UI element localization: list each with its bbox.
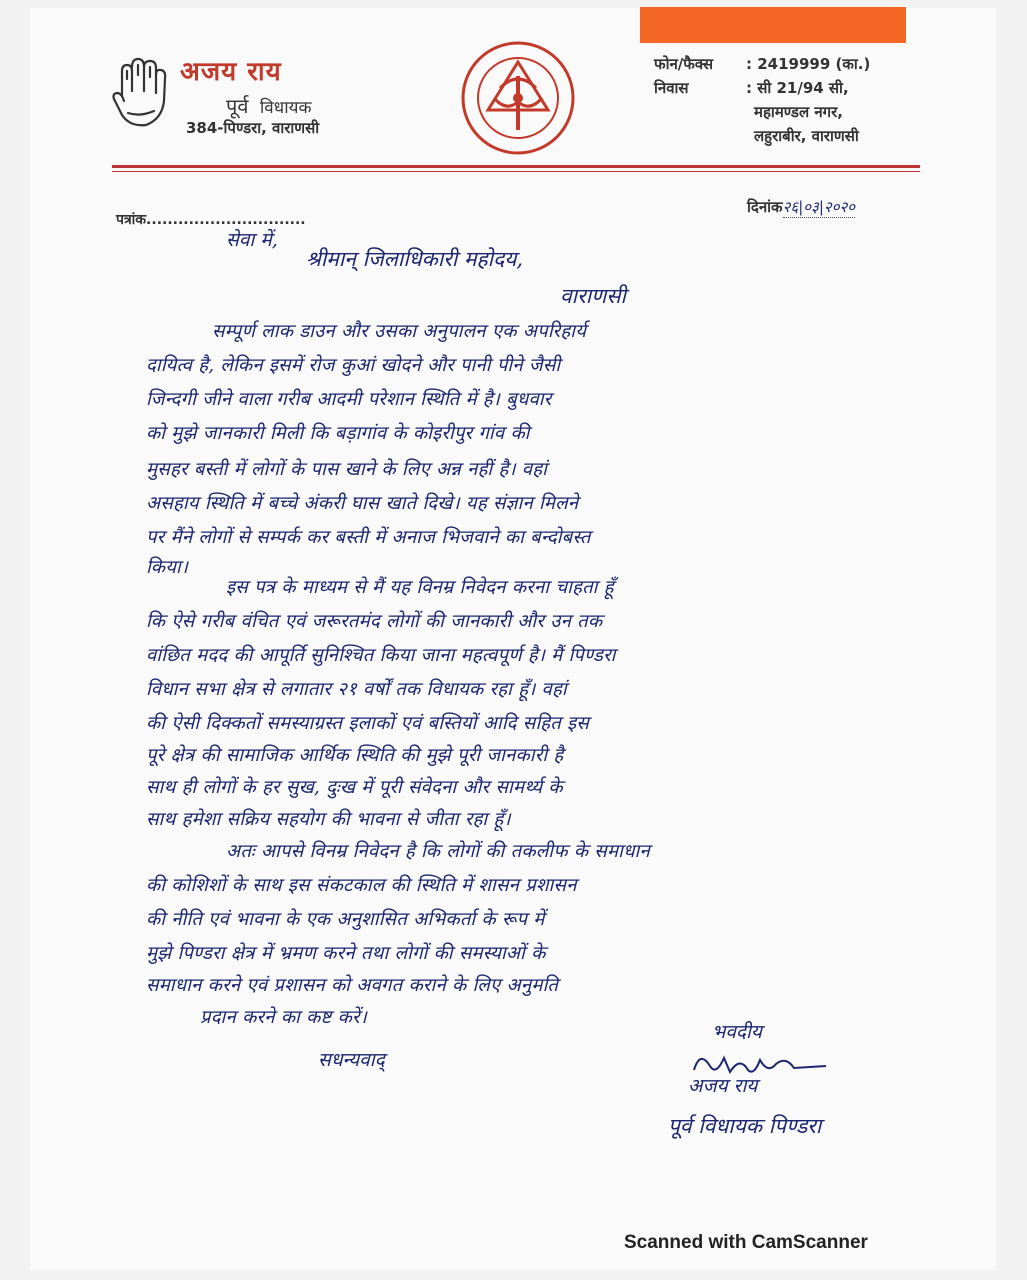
recipient-city: वाराणसी: [560, 284, 626, 308]
letter-line: सम्पूर्ण लाक डाउन और उसका अनुपालन एक अपरिहार्य: [212, 321, 587, 342]
letter-line: पूरे क्षेत्र की सामाजिक आर्थिक स्थिति की मुझे पूरी जानकारी है: [146, 745, 564, 766]
letter-line: की कोशिशों के साथ इस संकटकाल की स्थिति में शासन प्रशासन: [146, 875, 577, 896]
reference-number: पत्रांक..............................: [116, 212, 306, 228]
letterhead-name: अजय राय: [180, 57, 282, 87]
date-label: दिनांक: [747, 198, 783, 216]
letter-line: मुझे पिण्डरा क्षेत्र में भ्रमण करने तथा लोगों की समस्याओं के: [146, 943, 546, 964]
letterhead-former-title: [226, 92, 312, 119]
former-title: विधायक: [259, 98, 312, 118]
header-divider-thick: [112, 165, 920, 168]
yours-faithfully: भवदीय: [712, 1021, 762, 1043]
header-divider-thin: [112, 171, 920, 172]
letter-line: समाधान करने एवं प्रशासन को अवगत कराने के लिए अनुमति: [146, 975, 559, 996]
signatory-name: अजय राय: [688, 1075, 758, 1097]
signatory-title: पूर्व विधायक पिण्डरा: [668, 1114, 822, 1138]
salutation: सेवा में,: [226, 229, 278, 251]
residence-line2: महामण्डल नगर,: [754, 103, 843, 121]
date-value: २६|०३|२०२०: [782, 198, 856, 216]
letter-line: कि ऐसे गरीब वंचित एवं जरूरतमंद लोगों की जानकारी और उन तक: [146, 611, 603, 632]
residence-line3: लहुराबीर, वाराणसी: [754, 127, 859, 145]
letter-line: को मुझे जानकारी मिली कि बड़ागांव के कोइरीपुर गांव की: [146, 423, 530, 444]
hand-symbol-icon: [110, 55, 170, 130]
redaction-bar: [640, 7, 906, 43]
fax-value: : 2419999 (का.): [746, 55, 871, 73]
date-field: [747, 197, 855, 217]
letter-line: जिन्दगी जीने वाला गरीब आदमी परेशान स्थिति में है। बुधवार: [146, 389, 552, 410]
letter-line: की नीति एवं भावना के एक अनुशासित अभिकर्ता के रूप में: [146, 909, 545, 930]
residence-row: [654, 76, 870, 100]
letter-line: वांछित मदद की आपूर्ति सुनिश्चित किया जाना महत्वपूर्ण है। मैं पिण्डरा: [146, 645, 616, 666]
recipient: श्रीमान् जिलाधिकारी महोदय,: [306, 247, 524, 271]
letterhead-constituency: 384-पिण्डरा, वाराणसी: [186, 119, 320, 137]
letter-line: की ऐसी दिक्कतों समस्याग्रस्त इलाकों एवं बस्तियों आदि सहित इस: [146, 713, 590, 734]
letter-line: किया।: [146, 557, 189, 578]
residence-label: निवास: [654, 79, 689, 97]
letter-line: दायित्व है, लेकिन इसमें रोज कुआं खोदने और पानी पीने जैसी: [146, 355, 561, 376]
fax-label: फोन/फैक्स: [654, 55, 714, 73]
assembly-seal-icon: [460, 40, 576, 156]
fax-row: [654, 52, 870, 76]
letter-line: विधान सभा क्षेत्र से लगातार २१ वर्षों तक विधायक रहा हूँ। वहां: [146, 679, 567, 700]
letter-line: इस पत्र के माध्यम से मैं यह विनम्र निवेदन करना चाहता हूँ: [226, 577, 614, 598]
letterhead-contact: [654, 52, 870, 148]
letter-line: असहाय स्थिति में बच्चे अंकरी घास खाते दिखे। यह संज्ञान मिलने: [146, 493, 579, 514]
letter-line: पर मैंने लोगों से सम्पर्क कर बस्ती में अनाज भिजवाने का बन्दोबस्त: [146, 527, 591, 548]
letter-line: मुसहर बस्ती में लोगों के पास खाने के लिए अन्न नहीं है। वहां: [146, 459, 548, 480]
letter-line: अतः आपसे विनम्र निवेदन है कि लोगों की तकलीफ के समाधान: [226, 841, 650, 862]
former-prefix: पूर्व: [226, 94, 249, 118]
closing: सधन्यवाद्: [318, 1049, 385, 1071]
letter-line: साथ ही लोगों के हर सुख, दुःख में पूरी संवेदना और सामर्थ्य के: [146, 777, 563, 798]
letter-line: साथ हमेशा सक्रिय सहयोग की भावना से जीता रहा हूँ।: [146, 809, 511, 830]
camscanner-watermark: Scanned with CamScanner: [624, 1232, 868, 1253]
residence-line1: : सी 21/94 सी,: [746, 79, 849, 97]
letter-line: प्रदान करने का कष्ट करें।: [200, 1007, 367, 1028]
